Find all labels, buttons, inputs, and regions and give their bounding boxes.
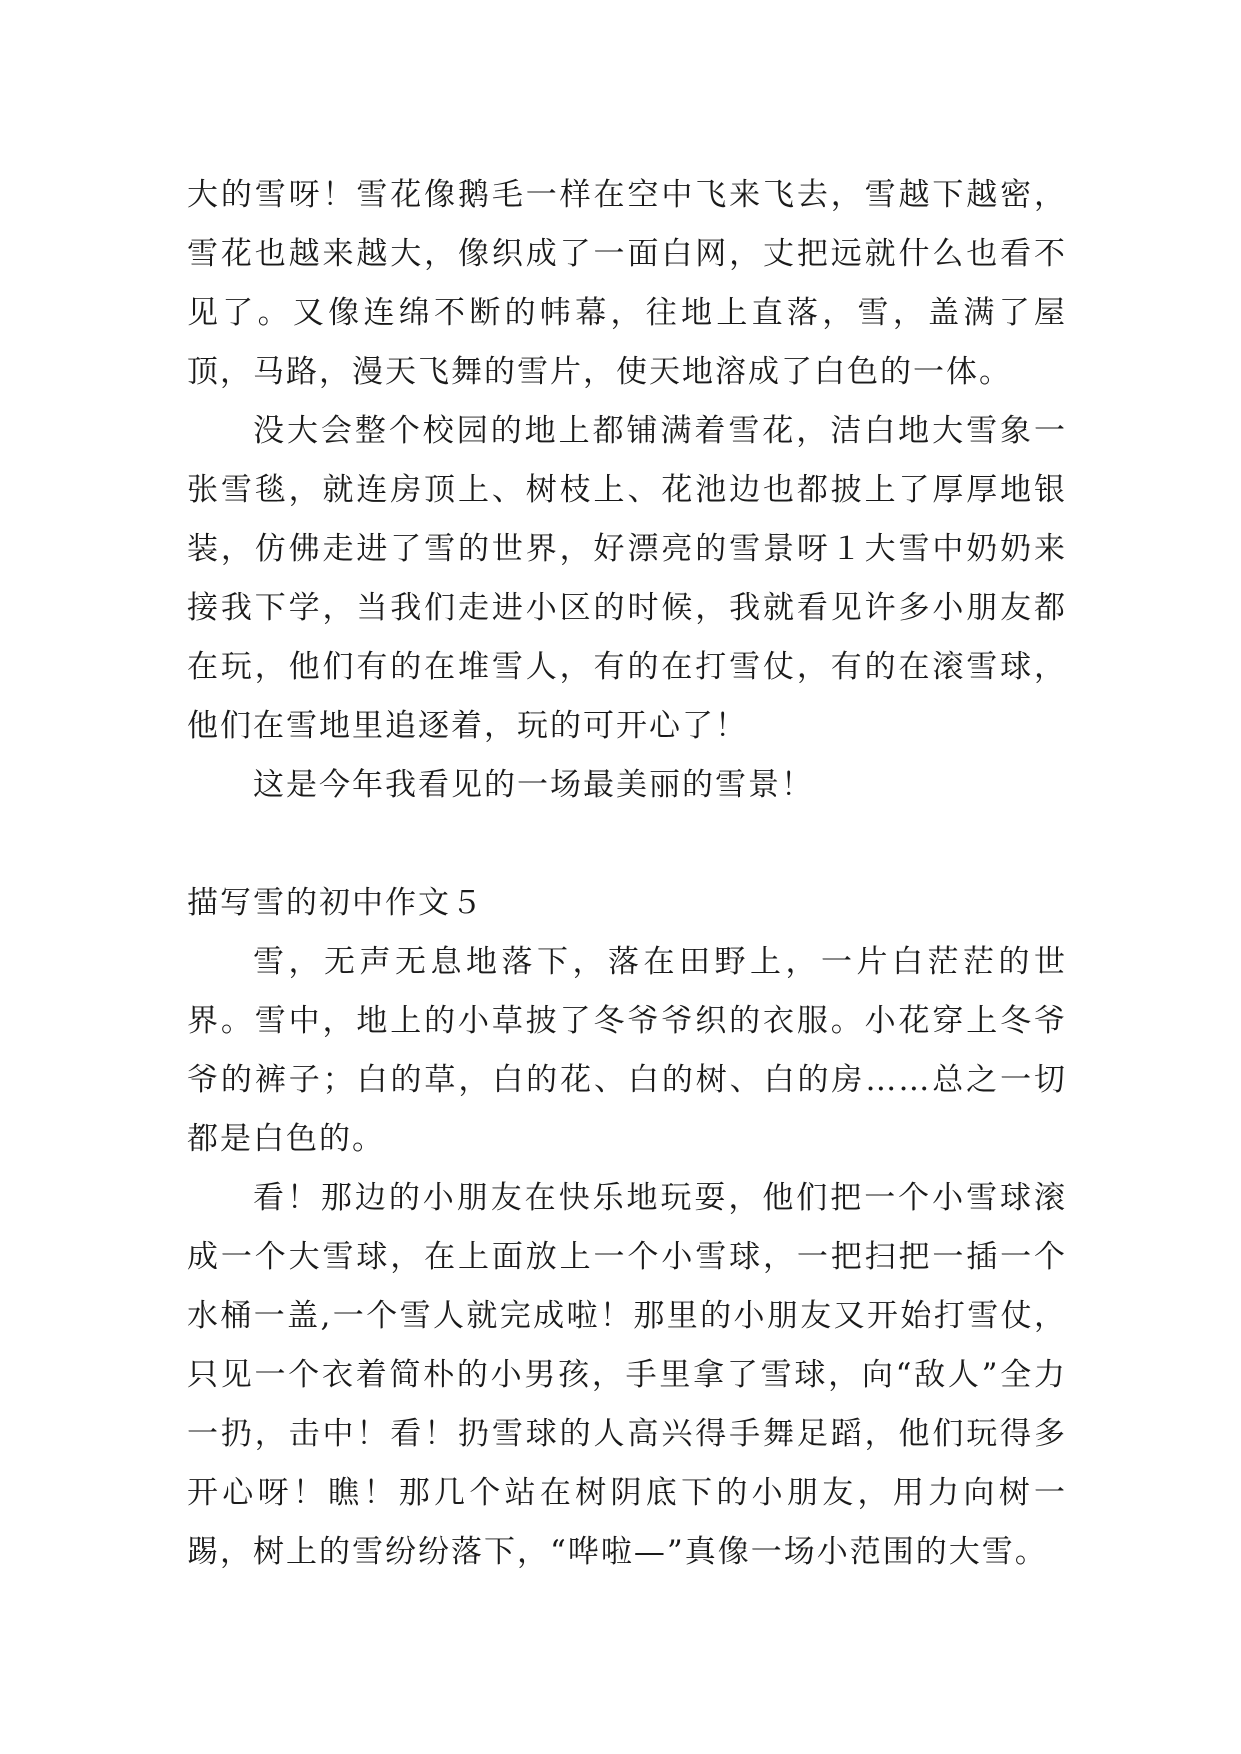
paragraph-3: 这是今年我看见的一场最美丽的雪景！ — [253, 767, 814, 803]
paragraph-4: 雪，无声无息地落下，落在田野上，一片白茫茫的世界。雪中，地上的小草披了冬爷爷织的衣服。小花穿上冬爷爷的裤子；白的草，白的花、白的树、白的房……总之一切都是白色的。 — [187, 944, 1067, 1157]
section-title: 描写雪的初中作文５ — [187, 885, 484, 921]
paragraph-1: 大的雪呀！雪花像鹅毛一样在空中飞来飞去，雪越下越密，雪花也越来越大，像织成了一面白网，丈把远就什么也看不见了。又像连绵不断的帏幕，往地上直落，雪，盖满了屋顶，马路，漫天飞舞的雪片，使天地溶成了白色的一体。 — [187, 177, 1067, 390]
section-spacer — [187, 815, 1067, 874]
document-body — [187, 166, 1067, 1582]
paragraph-5: 看！那边的小朋友在快乐地玩耍，他们把一个小雪球滚成一个大雪球，在上面放上一个小雪球，一把扫把一插一个水桶一盖,一个雪人就完成啦！那里的小朋友又开始打雪仗，只见一个衣着简朴的小男孩，手里拿了雪球，向“敌人”全力一扔，击中！看！扔雪球的人高兴得手舞足蹈，他们玩得多开心呀！瞧！那几个站在树阴底下的小朋友，用力向树一踢，树上的雪纷纷落下，“哗啦—”真像一场小范围的大雪。 — [187, 1180, 1067, 1570]
paragraph-2: 没大会整个校园的地上都铺满着雪花，洁白地大雪象一张雪毯，就连房顶上、树枝上、花池边也都披上了厚厚地银装，仿佛走进了雪的世界，好漂亮的雪景呀１大雪中奶奶来接我下学，当我们走进小区的时候，我就看见许多小朋友都在玩，他们有的在堆雪人，有的在打雪仗，有的在滚雪球，他们在雪地里追逐着，玩的可开心了！ — [187, 413, 1067, 744]
